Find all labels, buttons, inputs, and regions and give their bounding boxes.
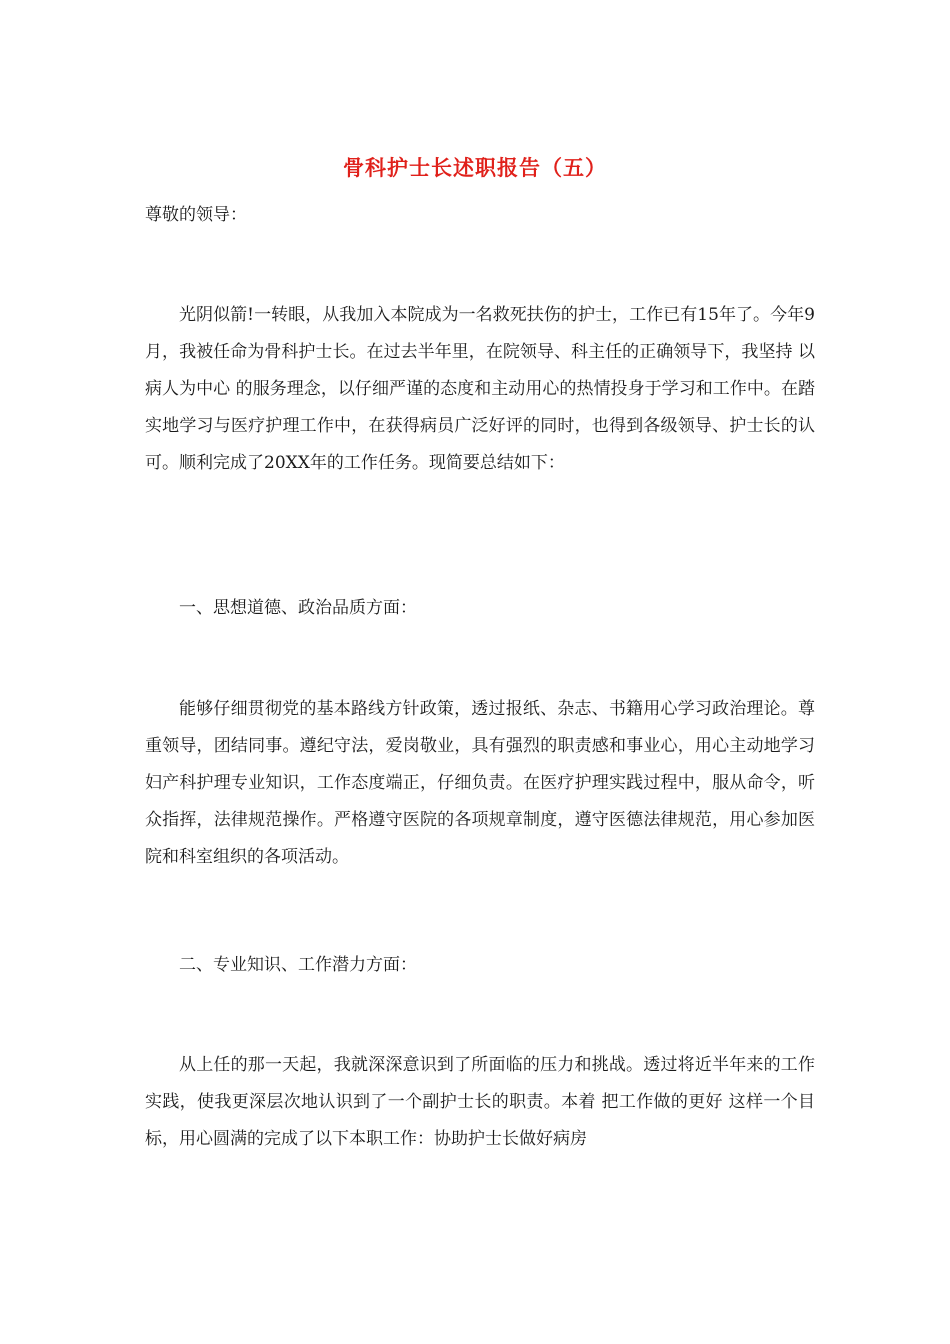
- section-heading-skills: 二、专业知识、工作潜力方面：: [179, 955, 417, 975]
- document-title: 骨科护士长述职报告（五）: [343, 155, 607, 180]
- body-paragraph-skills: 从上任的那一天起，我就深深意识到了所面临的压力和挑战。透过将近半年来的工作实践，使我更深层次地认识到了一个副护士长的职责。本着 把工作做的更好 这样一个目标，用心圆满的完成了以下本职工作：协助护士长做好病房: [145, 1055, 815, 1149]
- salutation: 尊敬的领导：: [145, 205, 247, 225]
- body-paragraph-intro: 光阴似箭!一转眼，从我加入本院成为一名救死扶伤的护士，工作已有15年了。今年9月，我被任命为骨科护士长。在过去半年里，在院领导、科主任的正确领导下，我坚持 以病人为中心 的服务理念，以仔细严谨的态度和主动用心的热情投身于学习和工作中。在踏实地学习与医疗护理工作中，在获得病员广泛好评的同时，也得到各级领导、护士长的认可。顺利完成了20XX年的工作任务。现简要总结如下：: [145, 305, 815, 473]
- body-paragraph-ethics: 能够仔细贯彻党的基本路线方针政策，透过报纸、杂志、书籍用心学习政治理论。尊重领导，团结同事。遵纪守法，爱岗敬业，具有强烈的职责感和事业心，用心主动地学习妇产科护理专业知识，工作态度端正，仔细负责。在医疗护理实践过程中，服从命令，听众指挥，法律规范操作。严格遵守医院的各项规章制度，遵守医德法律规范，用心参加医院和科室组织的各项活动。: [145, 699, 815, 867]
- section-heading-ethics: 一、思想道德、政治品质方面：: [179, 598, 417, 618]
